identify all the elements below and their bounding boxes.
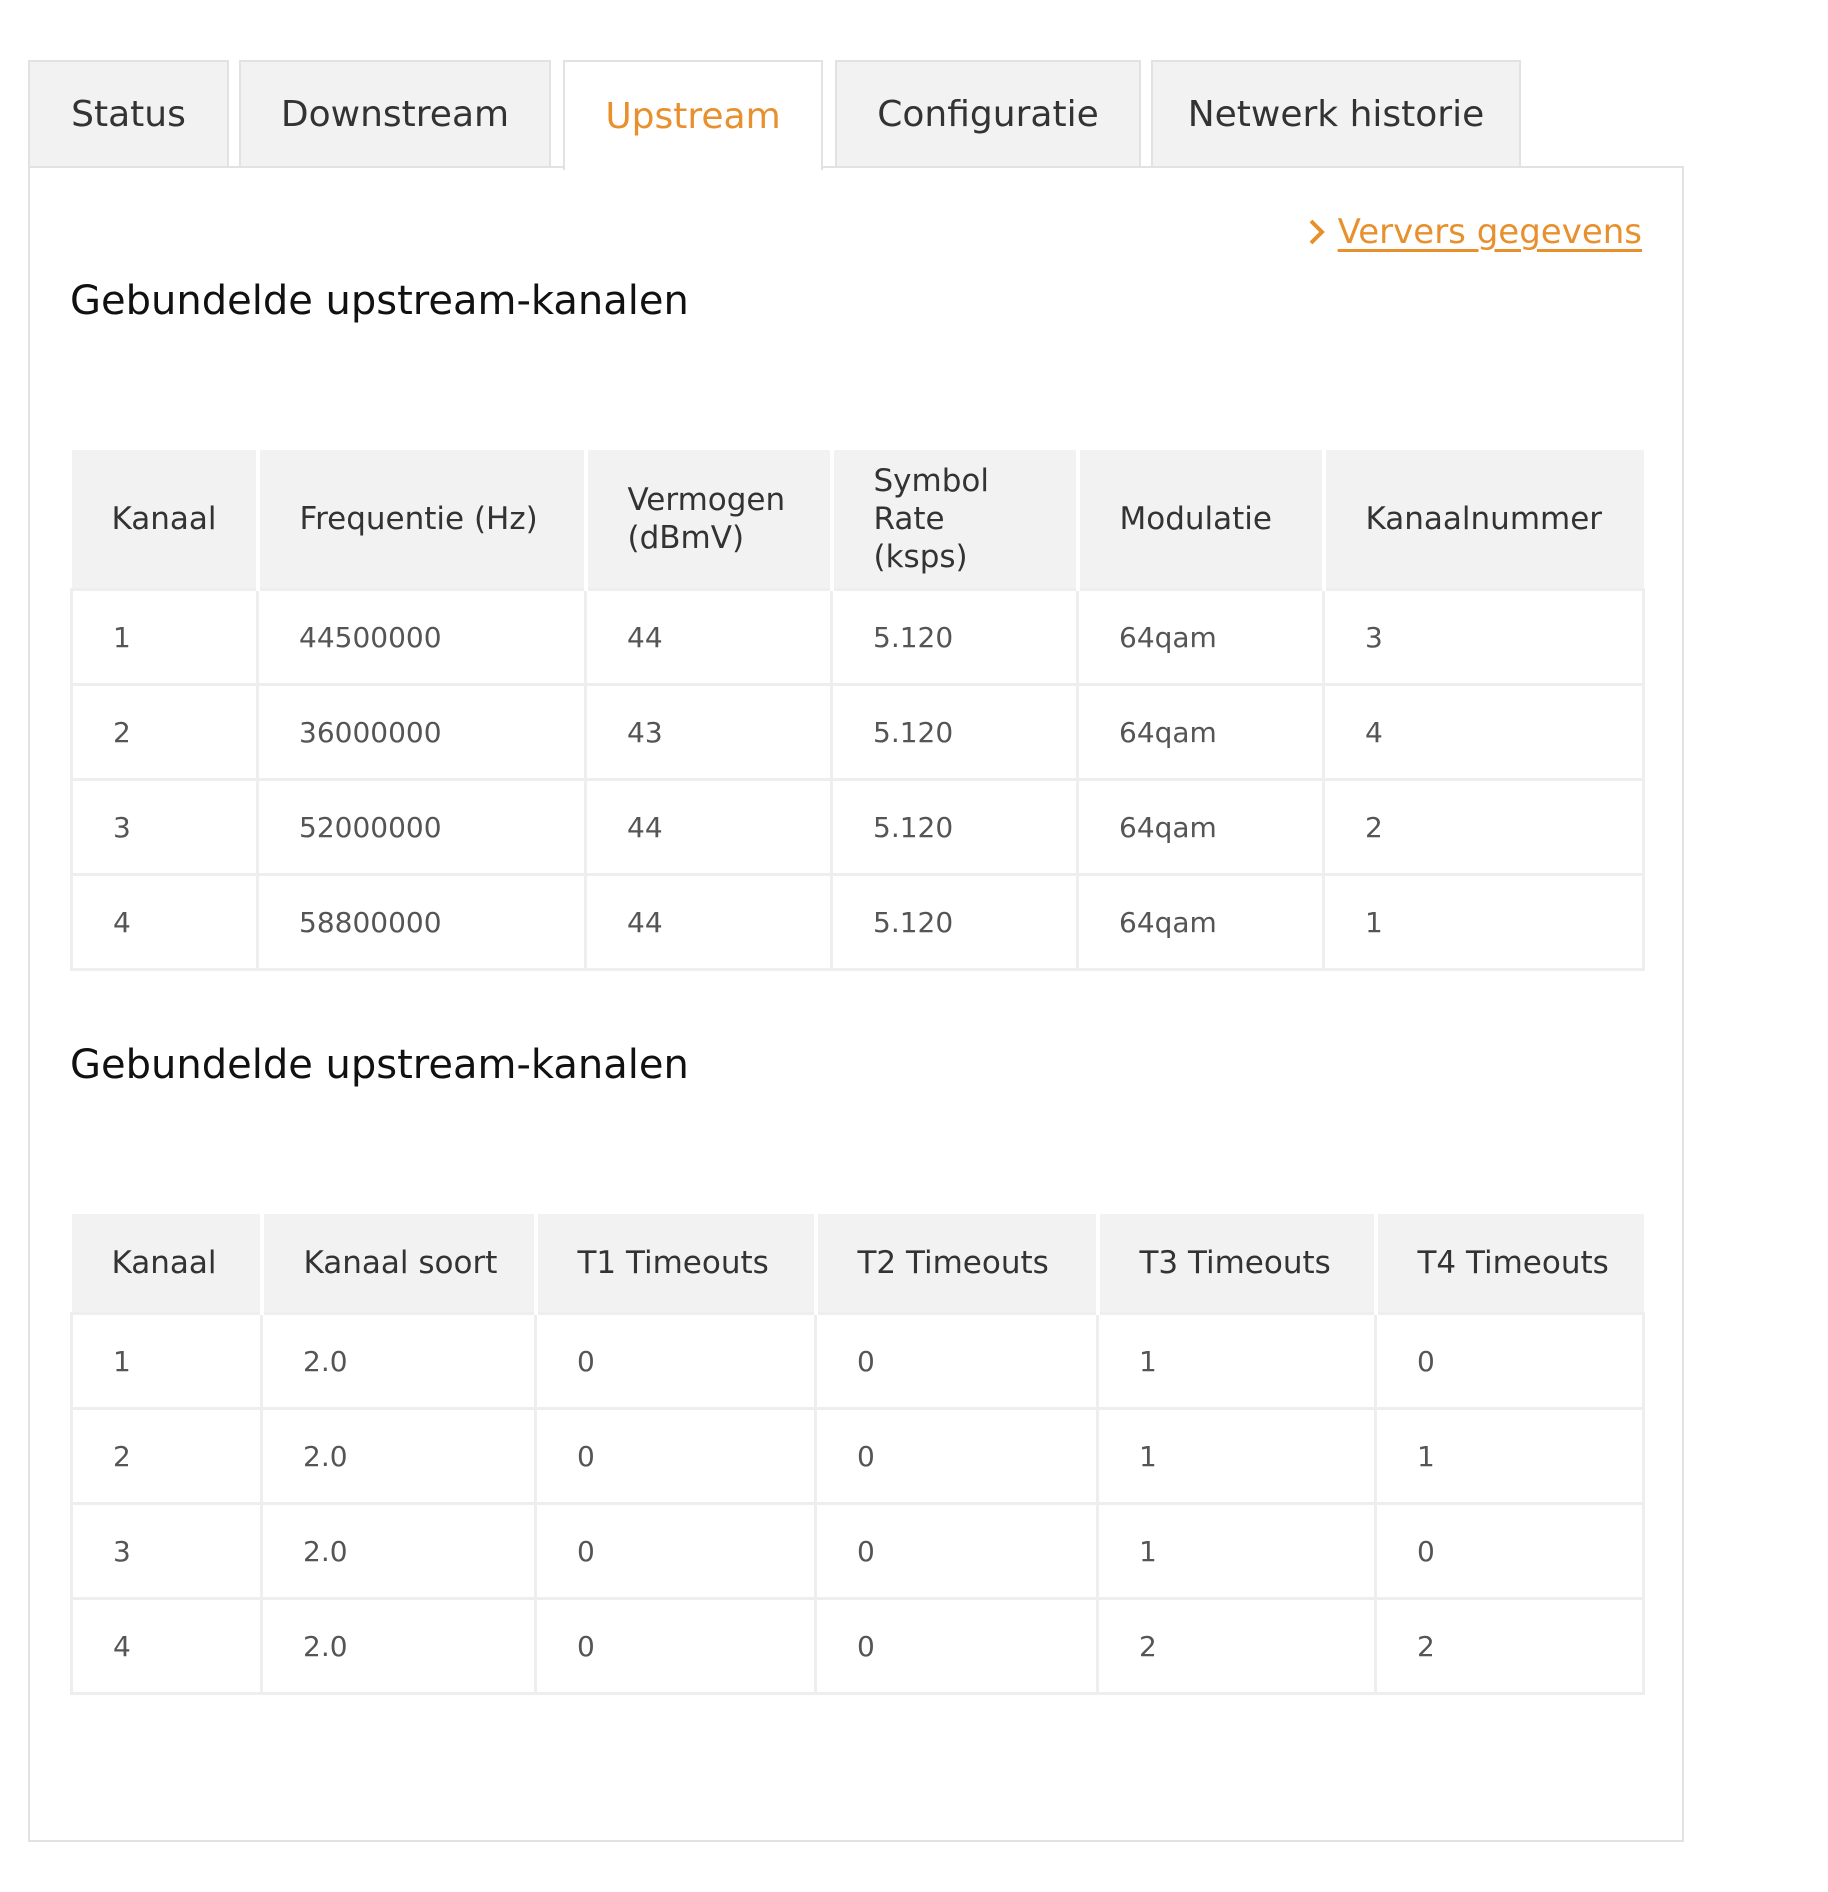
table-row — [72, 1314, 1644, 1409]
table-row — [72, 590, 1644, 685]
table-cell: 2.0 — [262, 1314, 536, 1409]
table-cell: 36000000 — [258, 685, 586, 780]
table-cell: 2 — [1376, 1599, 1644, 1694]
table-cell: 2.0 — [262, 1504, 536, 1599]
table-cell: 0 — [816, 1504, 1098, 1599]
table-cell: 0 — [536, 1314, 816, 1409]
table-header-row — [72, 450, 1644, 590]
column-header: Kanaal soort — [262, 1214, 536, 1314]
table-cell: 44 — [586, 875, 832, 970]
column-header: T4 Timeouts — [1376, 1214, 1644, 1314]
table-cell: 2 — [72, 685, 258, 780]
column-header: T1 Timeouts — [536, 1214, 816, 1314]
column-header: T3 Timeouts — [1098, 1214, 1376, 1314]
table-cell: 1 — [1324, 875, 1644, 970]
table-cell: 0 — [816, 1314, 1098, 1409]
table-cell: 43 — [586, 685, 832, 780]
column-header: Symbol Rate (ksps) — [832, 450, 1078, 590]
table-row — [72, 685, 1644, 780]
table-cell: 3 — [72, 1504, 262, 1599]
table-cell: 0 — [536, 1599, 816, 1694]
table-cell: 0 — [1376, 1314, 1644, 1409]
table-cell: 1 — [1376, 1409, 1644, 1504]
table-cell: 44 — [586, 590, 832, 685]
table-cell: 1 — [1098, 1409, 1376, 1504]
table-cell: 44 — [586, 780, 832, 875]
table-cell: 1 — [1098, 1504, 1376, 1599]
upstream-channels-table — [70, 450, 1645, 971]
table-cell: 5.120 — [832, 875, 1078, 970]
table-row — [72, 1599, 1644, 1694]
tab-bar — [28, 60, 1728, 168]
table-cell: 44500000 — [258, 590, 586, 685]
table-cell: 2 — [1098, 1599, 1376, 1694]
column-header: Modulatie — [1078, 450, 1324, 590]
table-cell: 1 — [1098, 1314, 1376, 1409]
table-cell: 2.0 — [262, 1599, 536, 1694]
refresh-link[interactable] — [1306, 212, 1642, 252]
tab-upstream[interactable]: Upstream — [563, 60, 823, 170]
table-header-row — [72, 1214, 1644, 1314]
table-cell: 64qam — [1078, 590, 1324, 685]
table-cell: 3 — [1324, 590, 1644, 685]
table-cell: 2.0 — [262, 1409, 536, 1504]
table-cell: 52000000 — [258, 780, 586, 875]
table-cell: 5.120 — [832, 590, 1078, 685]
table-cell: 5.120 — [832, 780, 1078, 875]
table-cell: 4 — [72, 875, 258, 970]
column-header: T2 Timeouts — [816, 1214, 1098, 1314]
chevron-right-icon — [1306, 215, 1328, 249]
table-cell: 0 — [536, 1504, 816, 1599]
column-header: Kanaalnummer — [1324, 450, 1644, 590]
table-cell: 4 — [1324, 685, 1644, 780]
table-cell: 58800000 — [258, 875, 586, 970]
column-header: Kanaal — [72, 1214, 262, 1314]
table-cell: 5.120 — [832, 685, 1078, 780]
table-cell: 2 — [1324, 780, 1644, 875]
table-cell: 0 — [1376, 1504, 1644, 1599]
tab-downstream[interactable]: Downstream — [239, 60, 551, 166]
table-cell: 64qam — [1078, 685, 1324, 780]
table-cell: 1 — [72, 1314, 262, 1409]
table-row — [72, 780, 1644, 875]
section-title-timeouts: Gebundelde upstream-kanalen — [70, 1042, 689, 1088]
column-header: Vermogen (dBmV) — [586, 450, 832, 590]
upstream-panel — [28, 166, 1684, 1842]
upstream-timeouts-table — [70, 1214, 1645, 1695]
table-row — [72, 1504, 1644, 1599]
table-row — [72, 875, 1644, 970]
table-cell: 64qam — [1078, 780, 1324, 875]
section-title-bonded-channels: Gebundelde upstream-kanalen — [70, 278, 689, 324]
table-cell: 64qam — [1078, 875, 1324, 970]
tab-status[interactable]: Status — [28, 60, 229, 166]
tab-netwerk-historie[interactable]: Netwerk historie — [1151, 60, 1521, 166]
column-header: Kanaal — [72, 450, 258, 590]
table-cell: 1 — [72, 590, 258, 685]
table-row — [72, 1409, 1644, 1504]
table-cell: 2 — [72, 1409, 262, 1504]
refresh-link-label: Ververs gegevens — [1337, 212, 1642, 252]
table-cell: 0 — [816, 1409, 1098, 1504]
table-cell: 3 — [72, 780, 258, 875]
tab-configuratie[interactable]: Configuratie — [835, 60, 1141, 166]
table-cell: 0 — [536, 1409, 816, 1504]
column-header: Frequentie (Hz) — [258, 450, 586, 590]
table-cell: 4 — [72, 1599, 262, 1694]
table-cell: 0 — [816, 1599, 1098, 1694]
